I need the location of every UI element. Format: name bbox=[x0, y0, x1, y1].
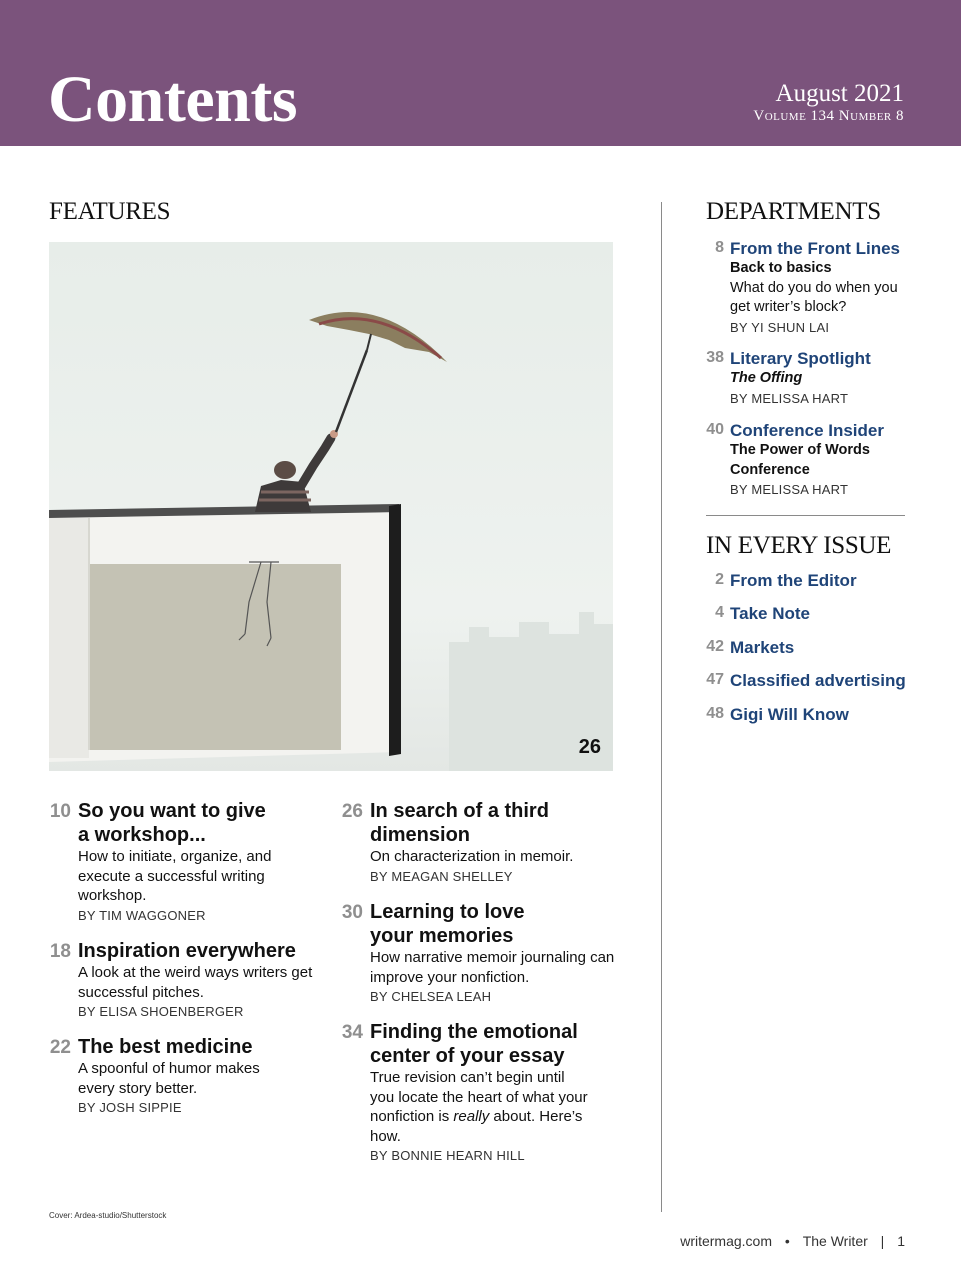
feature-title[interactable]: The best medicine bbox=[78, 1036, 253, 1058]
feature-description-part: True revision can’t begin until you locate the heart of what your nonfiction is bbox=[370, 1069, 588, 1125]
department-byline: BY MELISSA HART bbox=[730, 390, 849, 406]
footer-bullet: • bbox=[784, 1233, 790, 1249]
every-issue-page-number: 48 bbox=[706, 705, 724, 722]
feature-item[interactable] bbox=[341, 1020, 641, 1165]
issue-date: August 2021 bbox=[775, 80, 904, 107]
cover-illustration bbox=[49, 242, 613, 771]
department-byline: BY YI SHUN LAI bbox=[730, 319, 830, 335]
every-issue-page-number: 2 bbox=[715, 571, 724, 588]
every-issue-title[interactable]: Take Note bbox=[730, 604, 810, 623]
footer-divider: | bbox=[880, 1233, 885, 1249]
department-title[interactable]: Conference Insider bbox=[730, 421, 884, 440]
feature-description: A look at the weird ways writers get successful pitches. bbox=[78, 964, 313, 1001]
footer-site-link[interactable]: writermag.com bbox=[680, 1233, 772, 1249]
page-title: Contents bbox=[48, 63, 298, 136]
feature-page-number: 22 bbox=[49, 1037, 71, 1058]
feature-description: How to initiate, organize, and execute a successful writing workshop. bbox=[78, 848, 272, 904]
issue-volume: Volume 134 Number 8 bbox=[753, 108, 904, 124]
feature-item[interactable] bbox=[49, 939, 339, 1021]
footer-page-number: 1 bbox=[897, 1233, 905, 1249]
feature-title[interactable]: In search of a third dimension bbox=[370, 800, 549, 846]
every-issue-item[interactable] bbox=[706, 570, 926, 591]
every-issue-page-number: 42 bbox=[706, 638, 724, 655]
feature-title[interactable]: Inspiration everywhere bbox=[78, 940, 296, 962]
features-heading: FEATURES bbox=[49, 198, 171, 225]
every-issue-item[interactable] bbox=[706, 704, 926, 725]
feature-byline: BY BONNIE HEARN HILL bbox=[370, 1148, 525, 1163]
department-page-number: 40 bbox=[706, 421, 724, 438]
page-footer bbox=[680, 1233, 905, 1249]
department-subtitle: The Power of Words Conference bbox=[730, 442, 870, 478]
feature-description: A spoonful of humor makes every story better. bbox=[78, 1060, 260, 1097]
feature-item[interactable] bbox=[49, 1035, 339, 1117]
photo-credit: Cover: Ardea-studio/Shutterstock bbox=[49, 1211, 167, 1220]
department-subtitle: Back to basics bbox=[730, 260, 832, 276]
feature-description-part: about. Here’s how. bbox=[370, 1108, 583, 1145]
feature-page-number: 10 bbox=[49, 801, 71, 822]
feature-byline: BY CHELSEA LEAH bbox=[370, 989, 492, 1004]
every-issue-title[interactable]: From the Editor bbox=[730, 571, 857, 590]
feature-description: How narrative memoir journaling can improve your nonfiction. bbox=[370, 949, 615, 986]
every-issue-page-number: 4 bbox=[715, 604, 724, 621]
every-issue-item[interactable] bbox=[706, 637, 926, 658]
footer-magazine-name: The Writer bbox=[802, 1233, 868, 1249]
every-issue-title[interactable]: Gigi Will Know bbox=[730, 705, 849, 724]
feature-item[interactable] bbox=[341, 900, 641, 1006]
every-issue-page-number: 47 bbox=[706, 671, 724, 688]
feature-page-number: 26 bbox=[341, 801, 363, 822]
every-issue-title[interactable]: Markets bbox=[730, 638, 795, 657]
department-item[interactable] bbox=[706, 420, 926, 499]
feature-description-emphasis: really bbox=[453, 1108, 490, 1125]
every-issue-item[interactable] bbox=[706, 603, 926, 624]
feature-title[interactable]: So you want to give a workshop... bbox=[78, 800, 266, 846]
department-description: What do you do when you get writer’s block? bbox=[730, 279, 898, 315]
feature-byline: BY JOSH SIPPIE bbox=[78, 1100, 182, 1115]
feature-byline: BY ELISA SHOENBERGER bbox=[78, 1004, 244, 1019]
departments-heading: DEPARTMENTS bbox=[706, 198, 881, 225]
department-page-number: 38 bbox=[706, 349, 724, 366]
department-subtitle: The Offing bbox=[730, 370, 803, 386]
feature-item[interactable] bbox=[341, 799, 641, 886]
every-issue-heading: IN EVERY ISSUE bbox=[706, 532, 892, 559]
feature-page-number: 34 bbox=[341, 1022, 363, 1043]
every-issue-item[interactable] bbox=[706, 670, 926, 691]
feature-title[interactable]: Finding the emotional center of your essay bbox=[370, 1021, 578, 1067]
feature-description: On characterization in memoir. bbox=[370, 848, 574, 865]
feature-description bbox=[370, 1068, 592, 1146]
section-divider bbox=[706, 515, 905, 516]
feature-item[interactable] bbox=[49, 799, 339, 925]
cover-page-number: 26 bbox=[578, 736, 601, 758]
feature-page-number: 30 bbox=[341, 902, 363, 923]
department-title[interactable]: From the Front Lines bbox=[730, 239, 900, 258]
department-byline: BY MELISSA HART bbox=[730, 482, 849, 497]
feature-byline: BY TIM WAGGONER bbox=[78, 907, 206, 923]
header-band bbox=[0, 0, 961, 146]
every-issue-title[interactable]: Classified advertising bbox=[730, 671, 906, 690]
cover-image[interactable] bbox=[49, 242, 613, 771]
department-item[interactable] bbox=[706, 238, 926, 337]
department-item[interactable] bbox=[706, 348, 926, 408]
feature-byline: BY MEAGAN SHELLEY bbox=[370, 868, 513, 884]
feature-page-number: 18 bbox=[49, 941, 71, 962]
feature-title[interactable]: Learning to love your memories bbox=[370, 901, 525, 947]
column-divider bbox=[661, 202, 662, 1212]
department-page-number: 8 bbox=[715, 239, 724, 256]
department-title[interactable]: Literary Spotlight bbox=[730, 349, 871, 368]
